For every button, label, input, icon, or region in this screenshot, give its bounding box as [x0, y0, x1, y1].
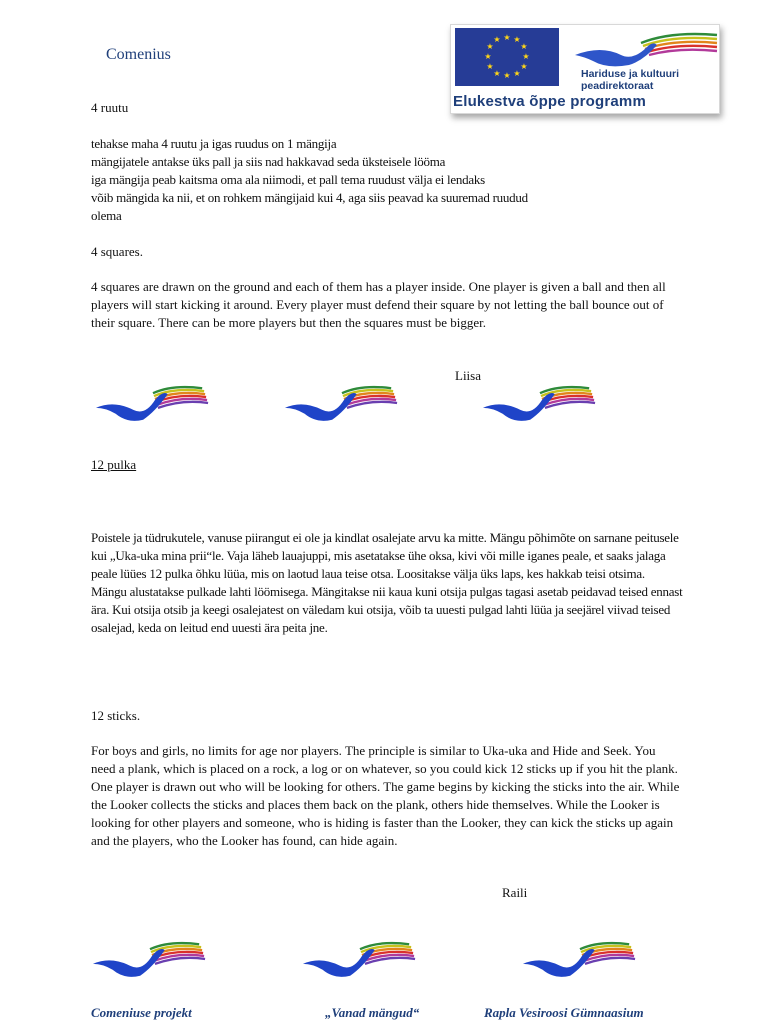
header-title: Comenius	[106, 46, 171, 63]
lifelong-learning-logo	[450, 24, 720, 114]
game2-text-et: Poistele ja tüdrukutele, vanuse piirangut ei ole ja kindlat osalejate arvu ka mitte. Mängu põhimõte on sarnane peitusele kui „Uka-uka mina prii“le. Vaja läheb lauajuppi, mis asetatakse ühe oksa, kivi või mille iganes peale, et saaks jalaga peale lüües 12 pulka õhku lüüa, mis on laotud laua teise otsa. Loositakse välja üks laps, kes hakkab teisi otsima. Mängu alustatakse pulkade lahti löömisega. Mängitakse nii kaua kuni otsija pulgas tagasi asetab peidavad teised ennast ära. Kui otsija otsib ja keegi osalejatest on väledam kui otsija, võib ta uuesti pulgad lahti lüüa ja seejärel viivad teised osalejad, keda on leitud end uuesti ära peita jne.	[91, 530, 683, 635]
agency-name	[581, 68, 679, 92]
svg-text:★: ★	[520, 42, 528, 51]
footer-theme: „Vanad mängud“	[325, 1005, 420, 1020]
agency-line-1: Hariduse ja kultuuri	[581, 68, 680, 80]
game1-rule-line: olema	[91, 208, 122, 223]
game1-title-en: 4 squares.	[91, 244, 143, 259]
eu-flag-icon	[455, 28, 559, 86]
svg-text:★: ★	[520, 62, 528, 71]
svg-text:★: ★	[503, 33, 511, 42]
footer-school: Rapla Vesiroosi Gümnaasium	[484, 1005, 644, 1020]
program-name: Elukestva õppe programm	[453, 93, 646, 110]
footer-project: Comeniuse projekt	[91, 1005, 192, 1020]
svg-text:★: ★	[493, 69, 501, 78]
svg-text:★: ★	[493, 35, 501, 44]
comenius-bird-icon	[521, 936, 639, 980]
comenius-bird-icon	[283, 380, 401, 424]
svg-text:★: ★	[484, 52, 492, 61]
game1-rule-line: iga mängija peab kaitsma oma ala niimodi, et pall tema ruudust välja ei lendaks	[91, 172, 485, 187]
svg-text:★: ★	[503, 71, 511, 80]
agency-line-2: peadirektoraat	[581, 80, 654, 92]
game1-rules-et	[91, 135, 683, 225]
game1-rule-line: tehakse maha 4 ruutu ja igas ruudus on 1 mängija	[91, 136, 337, 151]
comenius-bird-icon	[91, 936, 209, 980]
comenius-bird-icon	[94, 380, 212, 424]
svg-text:★: ★	[513, 35, 521, 44]
svg-text:★: ★	[513, 69, 521, 78]
game2-text-en: For boys and girls, no limits for age nor players. The principle is similar to Uka-uka and Hide and Seek. You need a plank, which is placed on a rock, a log or on whatever, so you could kick 12 sticks up if you hit the plank. One player is drawn out who will be looking for others. The game begins by kicking the sticks into the air. While the Looker collects the sticks and places them back on the plank, others hide themselves. While the Looker is looking for other players and someone, who is hiding is faster than the Looker, they can kick the sticks up again and the players, who the Looker has found, can hide again.	[91, 743, 680, 848]
game2-title-en: 12 sticks.	[91, 708, 141, 723]
comenius-bird-icon	[481, 380, 599, 424]
svg-text:★: ★	[486, 62, 494, 71]
game1-rule-line: mängijatele antakse üks pall ja siis nad hakkavad seda üksteisele lööma	[91, 154, 446, 169]
svg-text:★: ★	[486, 42, 494, 51]
game1-rule-line: võib mängida ka nii, et on rohkem mängijaid kui 4, aga siis peavad ka suuremad ruudud	[91, 190, 528, 205]
game2-author: Raili	[502, 885, 528, 900]
game1-text-en: 4 squares are drawn on the ground and each of them has a player inside. One player is given a ball and then all players will start kicking it around. Every player must defend their square by not letting the ball bounce out of their square. There can be more players but then the squares must be bigger.	[91, 279, 666, 330]
logo-bird-icon	[571, 29, 719, 69]
game1-title-et: 4 ruutu	[91, 100, 129, 115]
game1-author: Liisa	[455, 368, 481, 383]
comenius-bird-icon	[301, 936, 419, 980]
svg-text:★: ★	[522, 52, 530, 61]
game2-title-et: 12 pulka	[91, 457, 137, 472]
